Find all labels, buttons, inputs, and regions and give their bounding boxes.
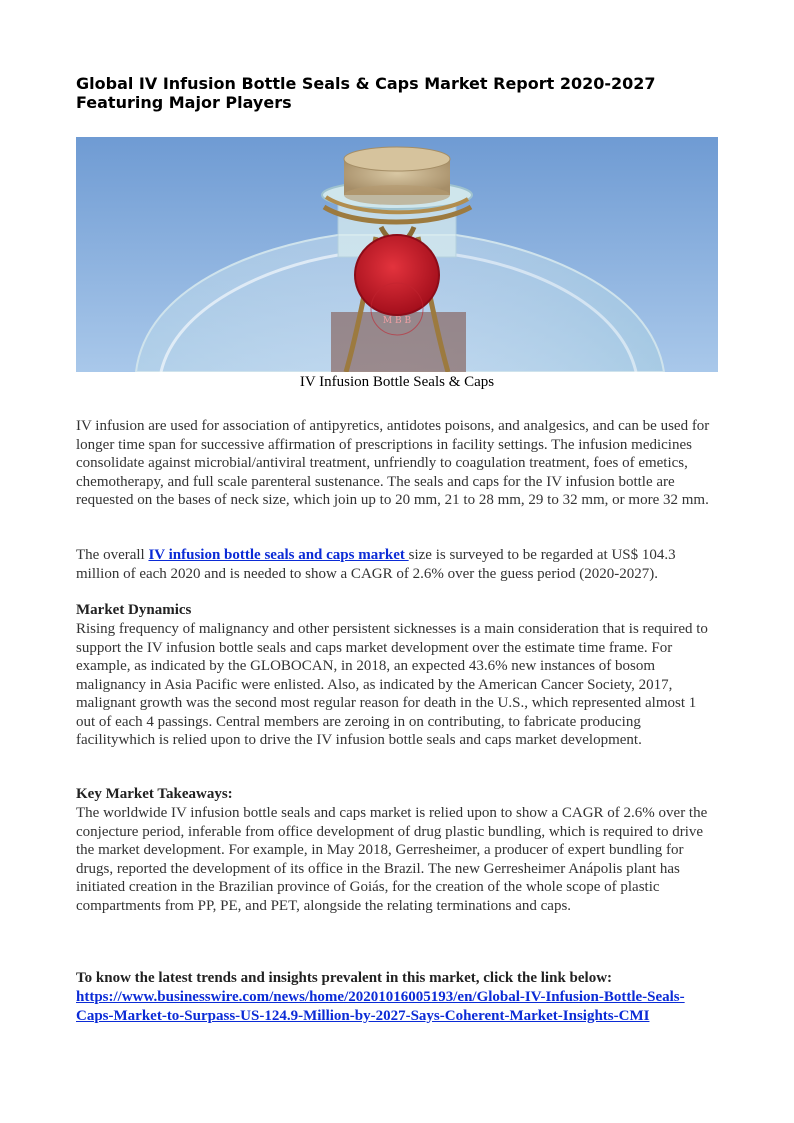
key-takeaways-paragraph: The worldwide IV infusion bottle seals and caps market is relied upon to show a CAGR of 2.6% over the conjecture period, inferable from office development of drug plastic bundling, which is required to drive the market development. For example, in May 2018, Gerresheimer, a producer of expert bundling for drugs, reported the development of its office in the Brazil. The new Gerresheimer Anápolis plant has initiated creation in the Brazilian province of Goiás, for the creation of the whole scope of plastic compartments from PP, PE, and PET, alongside the relating terminations and caps. xyxy=(76,805,708,914)
intro-paragraph: IV infusion are used for association of antipyretics, antidotes poisons, and analgesics, and can be used for longer time span for successive affirmation of prescriptions in facility settings. The infusion medicines consolidate against microbial/antiviral treatment, unfriendly to coagulation treatment, foes of emetics, chemotherapy, and full scale parenteral sustenance. The seals and caps for the IV infusion bottle are requested on the bases of neck size, which join up to 20 mm, 21 to 28 mm, 29 to 32 mm, or more 32 mm. xyxy=(76,418,710,508)
seal-lettering: M B B xyxy=(382,316,412,326)
market-size-suffix: size is surveyed to be regarded at US$ 104.3 million of each 2020 and is needed to show a CAGR of 2.6% over the guess period (2020-2027). xyxy=(76,547,676,582)
market-dynamics-heading: Market Dynamics xyxy=(76,602,192,618)
market-size-paragraph xyxy=(76,546,718,583)
source-article-link[interactable]: https://www.businesswire.com/news/home/20201016005193/en/Global-IV-Infusion-Bottle-Seals-Caps-Market-to-Surpass-US-124.9-Million-by-2027-Says-Coherent-Market-Insights-CMI xyxy=(76,989,685,1024)
cta-text: To know the latest trends and insights prevalent in this market, click the link below: xyxy=(76,970,613,986)
source-link-wrapper xyxy=(76,988,718,1025)
market-report-link[interactable]: IV infusion bottle seals and caps market xyxy=(148,547,409,563)
figure-caption: IV Infusion Bottle Seals & Caps xyxy=(299,374,495,390)
product-photo xyxy=(76,137,718,372)
page-title: Global IV Infusion Bottle Seals & Caps Market Report 2020-2027 Featuring Major Players xyxy=(76,74,656,112)
market-size-prefix: The overall xyxy=(76,547,149,563)
key-takeaways-heading: Key Market Takeaways: xyxy=(76,786,233,802)
market-dynamics-paragraph: Rising frequency of malignancy and other persistent sicknesses is a main consideration that is required to support the IV infusion bottle seals and caps market development over the estimate time frame. For example, as indicated by the GLOBOCAN, in 2018, an expected 43.6% new instances of bosom malignancy in Asia Pacific were enlisted. Also, as indicated by the American Cancer Society, 2017, malignant growth was the second most regular reason for death in the U.S., which represented almost 1 out of each 4 passings. Central members are zeroing in on contributing, to fabricate producing facilitywhich is relied upon to drive the IV infusion bottle seals and caps market development. xyxy=(76,621,708,748)
